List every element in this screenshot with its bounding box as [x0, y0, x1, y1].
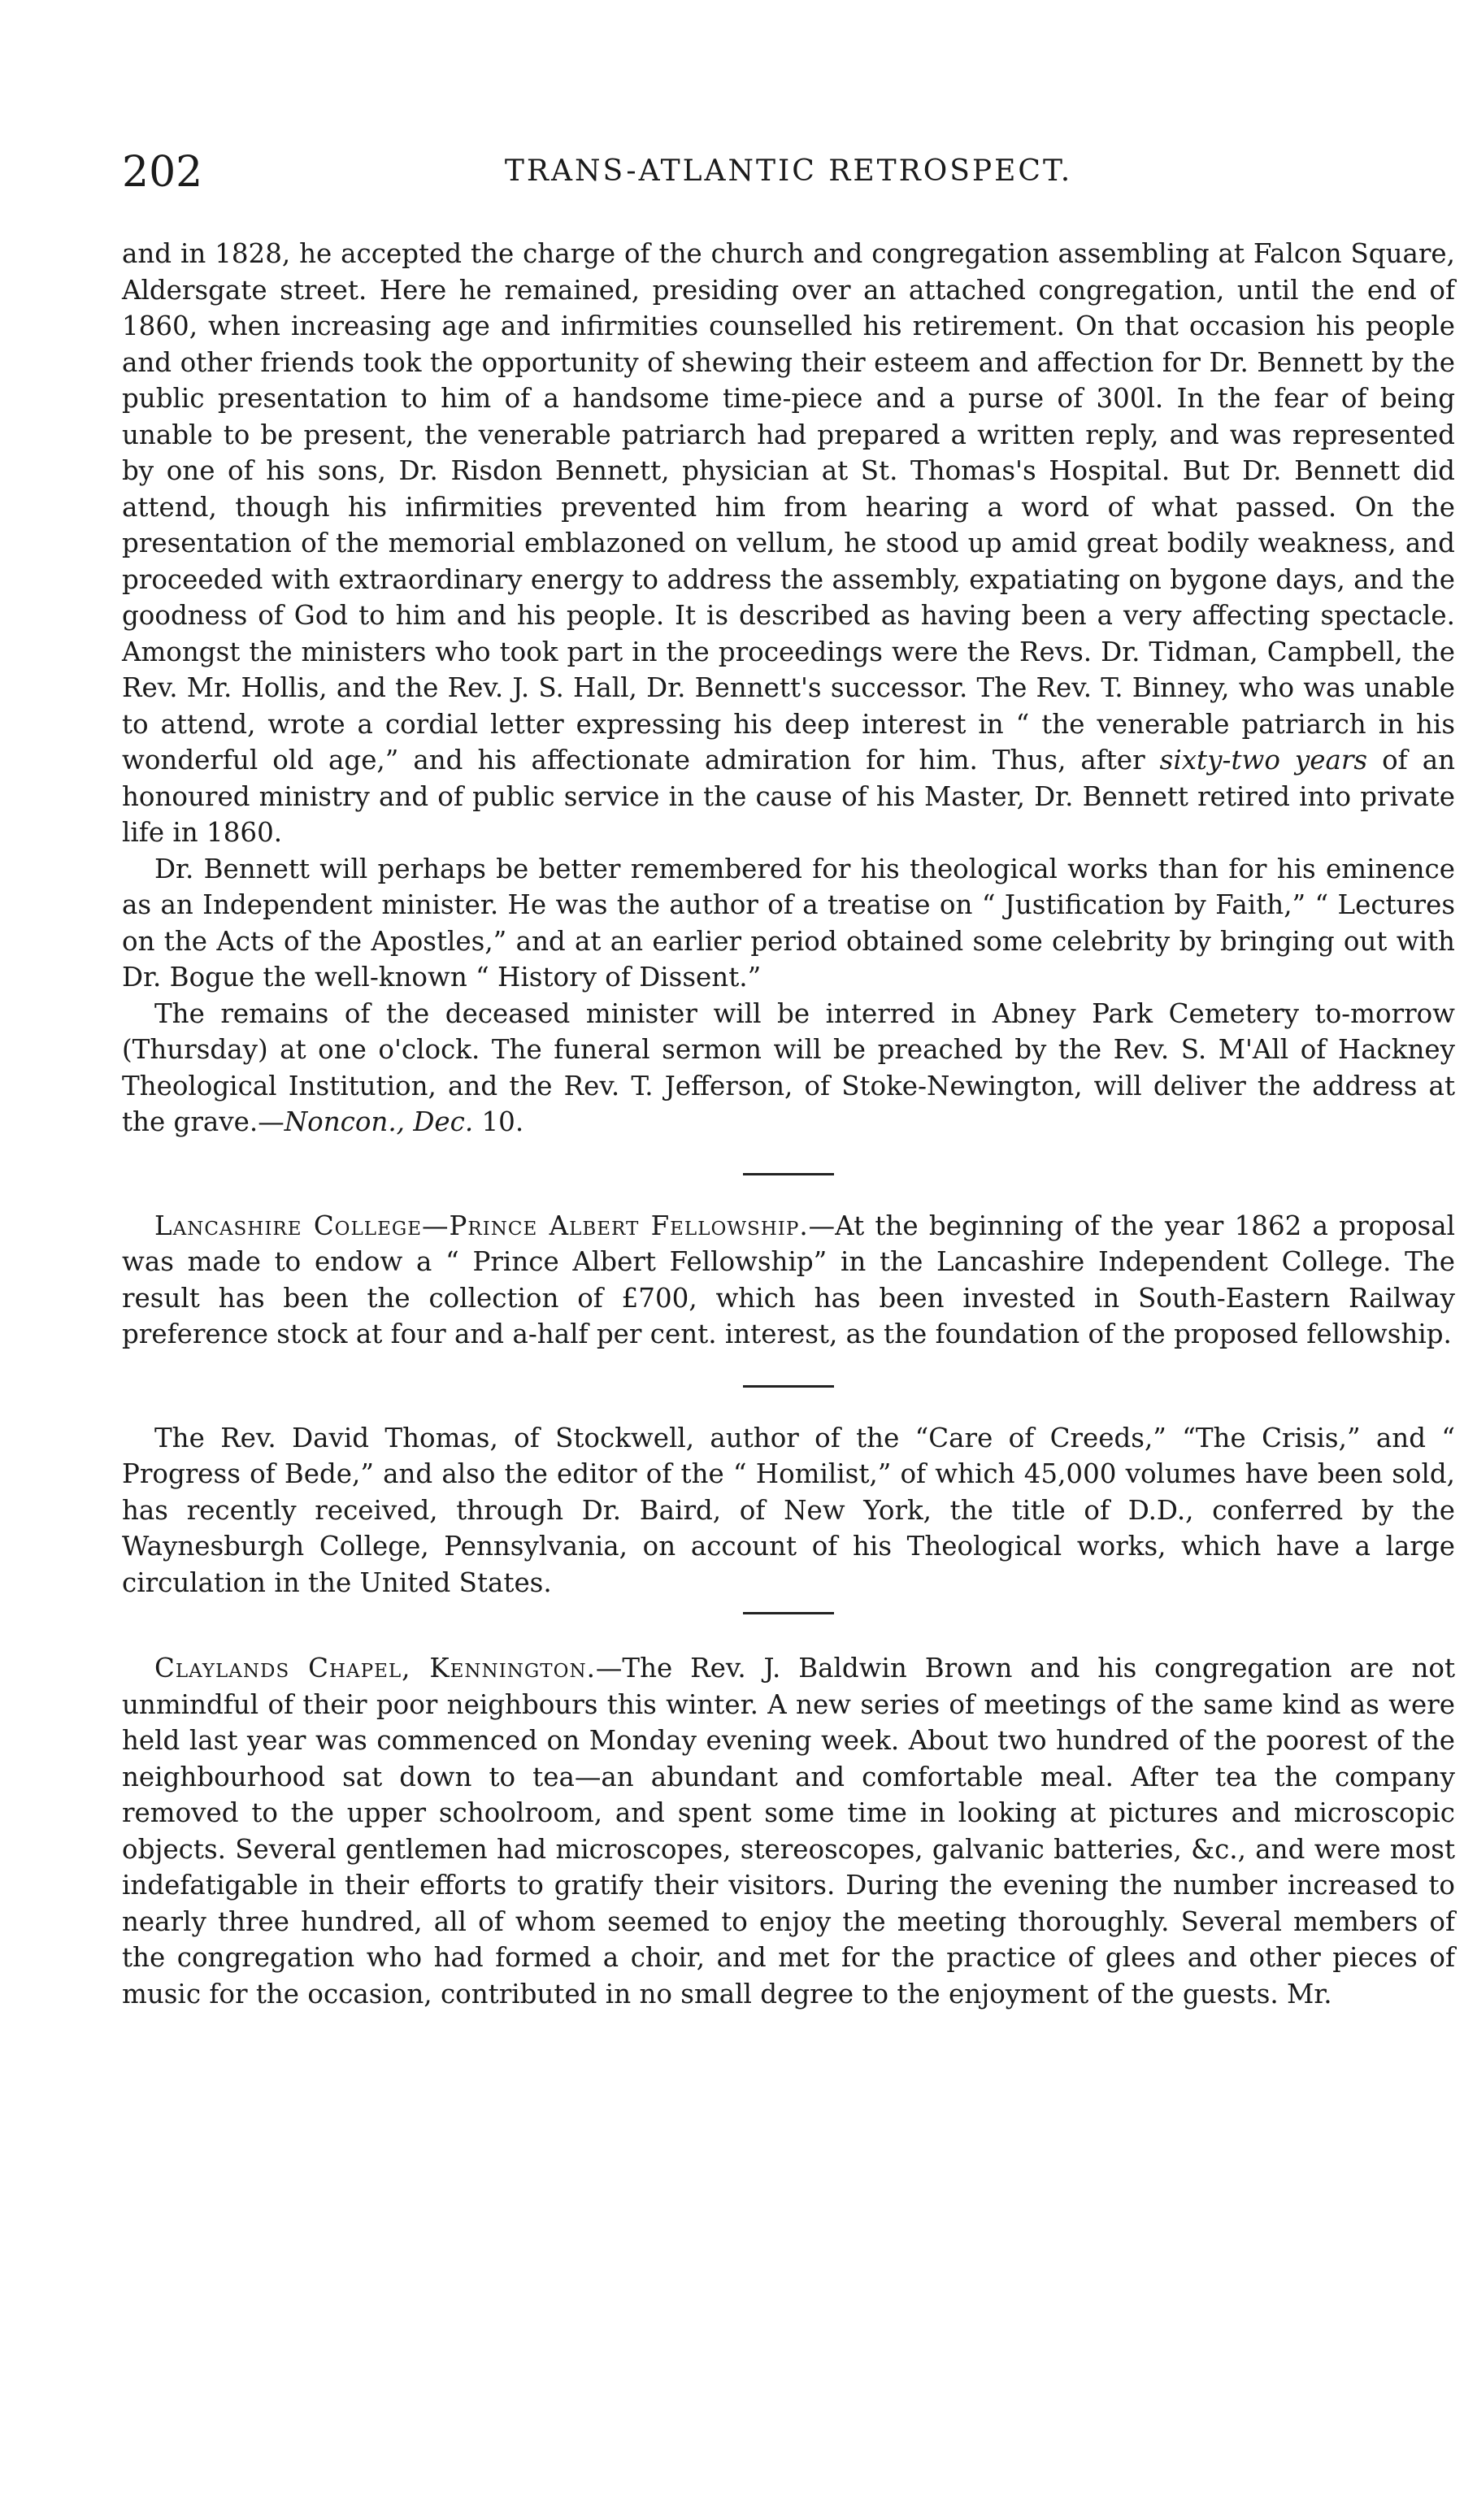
lancashire-paragraph — [122, 1208, 1455, 1353]
section-divider — [743, 1173, 834, 1175]
source-citation: Noncon., Dec. — [284, 1106, 474, 1137]
page-header — [122, 146, 1455, 211]
lancashire-text: —At the beginning of the year 1862 a proposal was made to endow a “ Prince Albert Fellowship” in the Lancashire Independent College. The result has been the collection of £700, which has been invested in South-Eastern Railway preference stock at four and a-half per cent. interest, as the foundation of the proposed fellowship. — [122, 1210, 1455, 1349]
italic-phrase: sixty-two years — [1159, 745, 1368, 776]
bennett-paragraph-1-text: and in 1828, he accepted the charge of the church and congregation assembling at Falcon Square, Aldersgate street. Here he remained, presiding over an attached congregation, until the end of 1860, when increasing age and infirmities counselled his retirement. On that occasion his people and other friends took the opportunity of shewing their esteem and affection for Dr. Bennett by the public presentation to him of a handsome time-piece and a purse of 300l. In the fear of being unable to be present, the venerable patriarch had prepared a written reply, and was represented by one of his sons, Dr. Risdon Bennett, physician at St. Thomas's Hospital. But Dr. Bennett did attend, though his infirmities prevented him from hearing a word of what passed. On the presentation of the memorial emblazoned on vellum, he stood up amid great bodily weakness, and proceeded with extraordinary energy to address the assembly, expatiating on bygone days, and the goodness of God to him and his people. It is described as having been a very affecting spectacle. Amongst the ministers who took part in the proceedings were the Revs. Dr. Tidman, Campbell, the Rev. Mr. Hollis, and the Rev. J. S. Hall, Dr. Bennett's successor. The Rev. T. Binney, who was unable to attend, wrote a cordial letter expressing his deep interest in “ the venerable patriarch in his wonderful old age,” and his affectionate admiration for him. Thus, after — [122, 238, 1455, 776]
document-page — [122, 146, 1455, 2012]
section-divider — [743, 1385, 834, 1388]
bennett-paragraph-3 — [122, 996, 1455, 1141]
claylands-paragraph — [122, 1650, 1455, 2012]
thomas-paragraph: The Rev. David Thomas, of Stockwell, author of the “Care of Creeds,” “The Crisis,” and “ Progress of Bede,” and also the editor of the “ Homilist,” of which 45,000 volumes have been sold, has recently received, through Dr. Baird, of New York, the title of D.D., conferred by the Waynesburgh College, Pennsylvania, on account of his Theological works, which have a large circulation in the United States. — [122, 1422, 1455, 1598]
bennett-paragraph-1-end: of an honoured ministry and of public service in the cause of his Master, Dr. Bennett retired into private life in 1860. — [122, 745, 1455, 848]
bennett-paragraph-3-text: The remains of the deceased minister will be interred in Abney Park Cemetery to-morrow (Thursday) at one o'clock. The funeral sermon will be preached by the Rev. S. M'All of Hackney Theological Institution, and the Rev. T. Jefferson, of Stoke-Newington, will deliver the address at the grave.— — [122, 997, 1455, 1137]
page-number: 202 — [122, 148, 203, 197]
running-title: TRANS-ATLANTIC RETROSPECT. — [504, 154, 1073, 188]
section-divider — [743, 1612, 834, 1614]
bennett-paragraph-1 — [122, 236, 1455, 851]
claylands-text: —The Rev. J. Baldwin Brown and his congregation are not unmindful of their poor neighbours this winter. A new series of meetings of the same kind as were held last year was commenced on Monday evening week. About two hundred of the poorest of the neighbourhood sat down to tea—an abundant and comfortable meal. After tea the company removed to the upper schoolroom, and spent some time in looking at pictures and microscopic objects. Several gentlemen had microscopes, stereoscopes, galvanic batteries, &c., and were most indefatigable in their efforts to gratify their visitors. During the evening the number increased to nearly three hundred, all of whom seemed to enjoy the meeting thoroughly. Several members of the congregation who had formed a choir, and met for the practice of glees and other pieces of music for the occasion, contributed in no small degree to the enjoyment of the guests. Mr. — [122, 1653, 1455, 2009]
bennett-paragraph-2: Dr. Bennett will perhaps be better remembered for his theological works than for his eminence as an Independent minister. He was the author of a treatise on “ Justification by Faith,” “ Lectures on the Acts of the Apostles,” and at an earlier period obtained some celebrity by bringing out with Dr. Bogue the well-known “ History of Dissent.” — [122, 853, 1455, 993]
claylands-heading: Claylands Chapel, Kennington. — [154, 1653, 596, 1684]
lancashire-heading: Lancashire College—Prince Albert Fellowship. — [154, 1210, 809, 1241]
source-citation-end: 10. — [473, 1106, 524, 1137]
